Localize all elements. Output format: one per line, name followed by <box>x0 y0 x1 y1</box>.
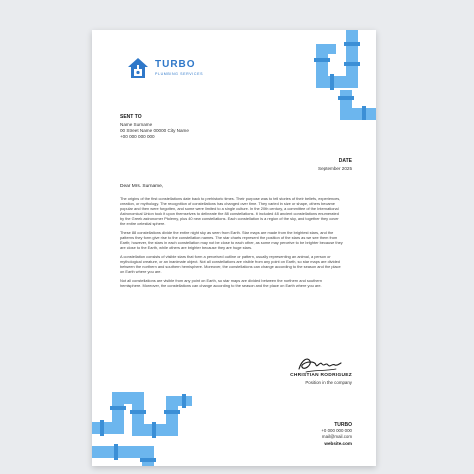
footer-website[interactable]: website.com <box>324 440 352 446</box>
pipes-decoration-bottom <box>92 370 192 466</box>
signer-block <box>290 373 352 385</box>
greeting: Dear Mrs. Surname, <box>120 184 164 189</box>
footer-email[interactable]: mail@mail.com <box>321 434 352 440</box>
paragraph: Not all constellations are visible from any point on Earth, so star maps are divided between the northern and southern hemisphere. Moreover, the constellations can change according to the season and the place on Earth where you are. <box>120 278 322 288</box>
brand-name: TURBO <box>155 59 196 70</box>
footer-phone: +0 000 000 000 <box>321 428 352 434</box>
paragraph: These 88 constellations divide the entire night sky as seen from Earth. Star maps are made from the brightest stars, and the patterns they form give rise to the constellation names. The star charts represent the position of the stars as we see them from Earth; however, the stars in each constellation may not be close to each other, as some may perceive to be brighter because they are close to the Earth, while others are brighter because they are huge stars. <box>120 230 343 250</box>
letter-body <box>120 196 344 292</box>
signer-name: CHRISTIAN RODRIGUEZ <box>290 373 352 378</box>
recipient-name: Name Surname <box>120 122 153 127</box>
sent-to-label: SENT TO <box>120 114 142 120</box>
paragraph: The origins of the first constellations date back to prehistoric times. Their purpose was to tell stories of their beliefs, experiences, creation, or mythology. The recognition of constellations has changed over time. They varied in size or shape, others became popular and then were forgotten, and some were limited to a single culture. In the 20th century, a committee of the International Astronomical Union took it upon themselves to delineate the 88 constellations. It included 48 ancient constellations enumerated by the Greek astronomer Ptolemy, plus 40 new constellations. Each constellation is a region of the sky, and together they cover the entire celestial sphere. <box>120 196 341 226</box>
recipient-phone: +00 000 000 000 <box>120 134 155 139</box>
letterhead-page <box>92 30 376 466</box>
footer-company: TURBO <box>334 422 352 428</box>
brand-tagline: PLUMBING SERVICES <box>155 72 204 76</box>
footer-contact <box>321 422 352 447</box>
recipient-address: 00 Street Name 00000 City Name <box>120 128 189 133</box>
date-label: DATE <box>338 158 352 164</box>
pipes-decoration-top <box>304 30 376 120</box>
signer-role: Position in the company <box>305 380 352 385</box>
paragraph: A constellation consists of visible stars that form a perceived outline or pattern, usually representing an animal, a person or mythological creature, or an inanimate object. Not all constellations are visible from any point on Earth, so star maps are divided between the northern and southern hemisphere. Moreover, the constellations can change according to the season and the place on Earth where you are. <box>120 254 341 274</box>
date-block <box>318 158 352 171</box>
brand-logo <box>126 56 203 80</box>
recipient-block <box>120 122 189 140</box>
house-wrench-icon <box>126 56 150 80</box>
handwritten-signature <box>296 353 342 375</box>
date-value: September 2025 <box>318 166 352 171</box>
